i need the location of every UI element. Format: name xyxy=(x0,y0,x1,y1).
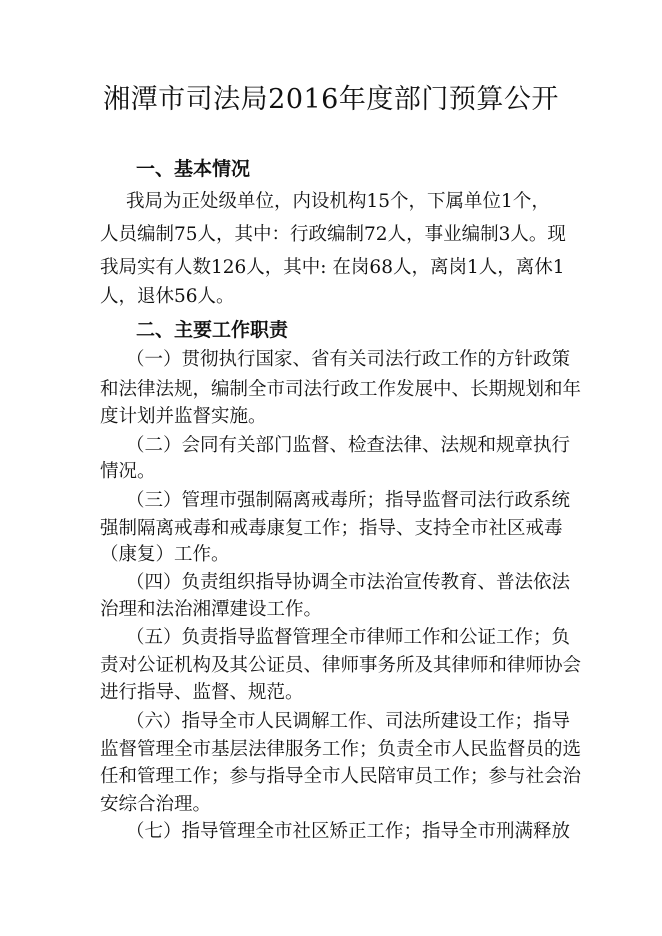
paragraph-line: 我局实有人数126人，其中: 在岗68人，离岗1人，离休1 xyxy=(100,257,565,278)
duty-item-line: 责对公证机构及其公证员、律师事务所及其律师和律师协会 xyxy=(100,655,582,676)
paragraph-line: 我局为正处级单位，内设机构15个，下属单位1个， xyxy=(126,191,550,212)
duty-item-line: 度计划并监督实施。 xyxy=(100,406,267,427)
duty-item-line: 任和管理工作；参与指导全市人民陪审员工作；参与社会治 xyxy=(100,766,582,787)
document-title: 湘潭市司法局2016年度部门预算公开 xyxy=(103,84,559,115)
duty-item-line: 治理和法治湘潭建设工作。 xyxy=(100,599,323,620)
duty-item-line: 进行指导、监督、规范。 xyxy=(100,682,304,703)
duty-item-line: 强制隔离戒毒和戒毒康复工作；指导、支持全市社区戒毒 xyxy=(100,518,563,539)
duty-item-line: 监督管理全市基层法律服务工作；负责全市人民监督员的选 xyxy=(100,739,582,760)
duty-item-line: （三）管理市强制隔离戒毒所；指导监督司法行政系统 xyxy=(126,490,571,511)
duty-item-line: 安综合治理。 xyxy=(100,794,212,815)
duty-item-line: （二）会同有关部门监督、检查法律、法规和规章执行 xyxy=(126,435,571,456)
duty-item-line: （一）贯彻执行国家、省有关司法行政工作的方针政策 xyxy=(126,349,571,370)
section-heading-basic-info: 一、基本情况 xyxy=(136,158,251,180)
paragraph-line: 人，退休56人。 xyxy=(100,286,235,307)
duty-item-line: （四）负责组织指导协调全市法治宣传教育、普法依法 xyxy=(126,572,571,593)
section-heading-main-duties: 二、主要工作职责 xyxy=(136,319,289,341)
duty-item-line: 和法律法规，编制全市司法行政工作发展中、长期规划和年 xyxy=(100,379,582,400)
duty-item-line: 情况。 xyxy=(100,461,156,482)
duty-item-line: （七）指导管理全市社区矫正工作；指导全市刑满释放 xyxy=(126,821,571,842)
duty-item-line: （六）指导全市人民调解工作、司法所建设工作；指导 xyxy=(126,711,571,732)
duty-item-line: （五）负责指导监督管理全市律师工作和公证工作；负 xyxy=(126,627,571,648)
paragraph-line: 人员编制75人，其中：行政编制72人，事业编制3人。现 xyxy=(100,224,566,245)
duty-item-line: （康复）工作。 xyxy=(100,544,230,565)
